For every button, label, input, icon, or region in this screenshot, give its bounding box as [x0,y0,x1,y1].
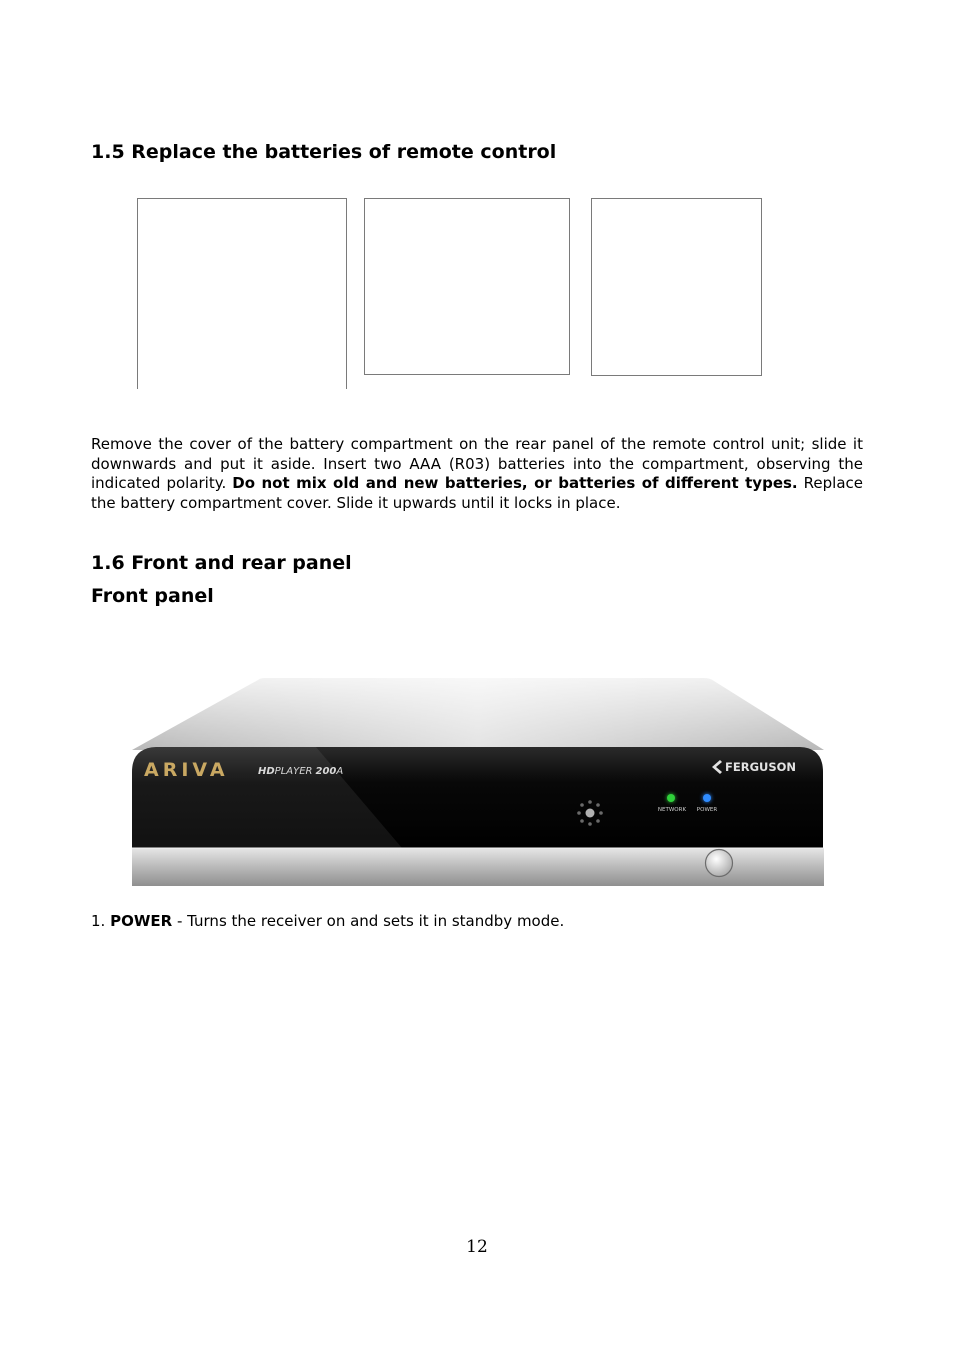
battery-warning: Do not mix old and new batteries, or batteries of different types. [232,474,798,493]
remote-battery-image-1 [137,198,347,389]
power-led [703,794,711,802]
remote-battery-image-3 [591,198,762,376]
page-number: 12 [466,1237,488,1257]
network-led-label: NETWORK [657,807,687,813]
section-heading-1-5: 1.5 Replace the batteries of remote control [91,141,557,163]
model-player: PLAYER [274,766,313,777]
maker-logo: FERGUSON [725,760,797,774]
receiver-front-panel-image [130,676,826,888]
section-heading-1-6: 1.6 Front and rear panel [91,552,352,574]
front-panel-heading: Front panel [91,585,214,607]
battery-instructions-text-2: Replace the battery compartment cover. Slide it upwards until it locks in place. [91,474,863,512]
remote-battery-image-2 [364,198,570,375]
model-suffix: A [336,766,344,777]
model-hd: HD [258,766,275,777]
item-name: POWER [110,912,173,930]
model-number: 200 [315,766,337,777]
list-item [91,912,564,930]
model-label [258,766,343,777]
battery-instructions-text: Remove the cover of the battery compartment on the rear panel of the remote control unit; slide it downwards and put it aside. Insert two AAA (R03) batteries into the compartment, observing the indicated polarity. [91,435,863,493]
device-top-sheen [132,678,824,750]
network-led [667,794,675,802]
brand-logo: ARIVA [144,759,229,781]
battery-instructions-paragraph [91,435,863,513]
item-number: 1. [91,912,106,930]
power-button [706,850,733,877]
item-description: - Turns the receiver on and sets it in standby mode. [172,912,565,930]
power-led-label: POWER [696,807,718,813]
